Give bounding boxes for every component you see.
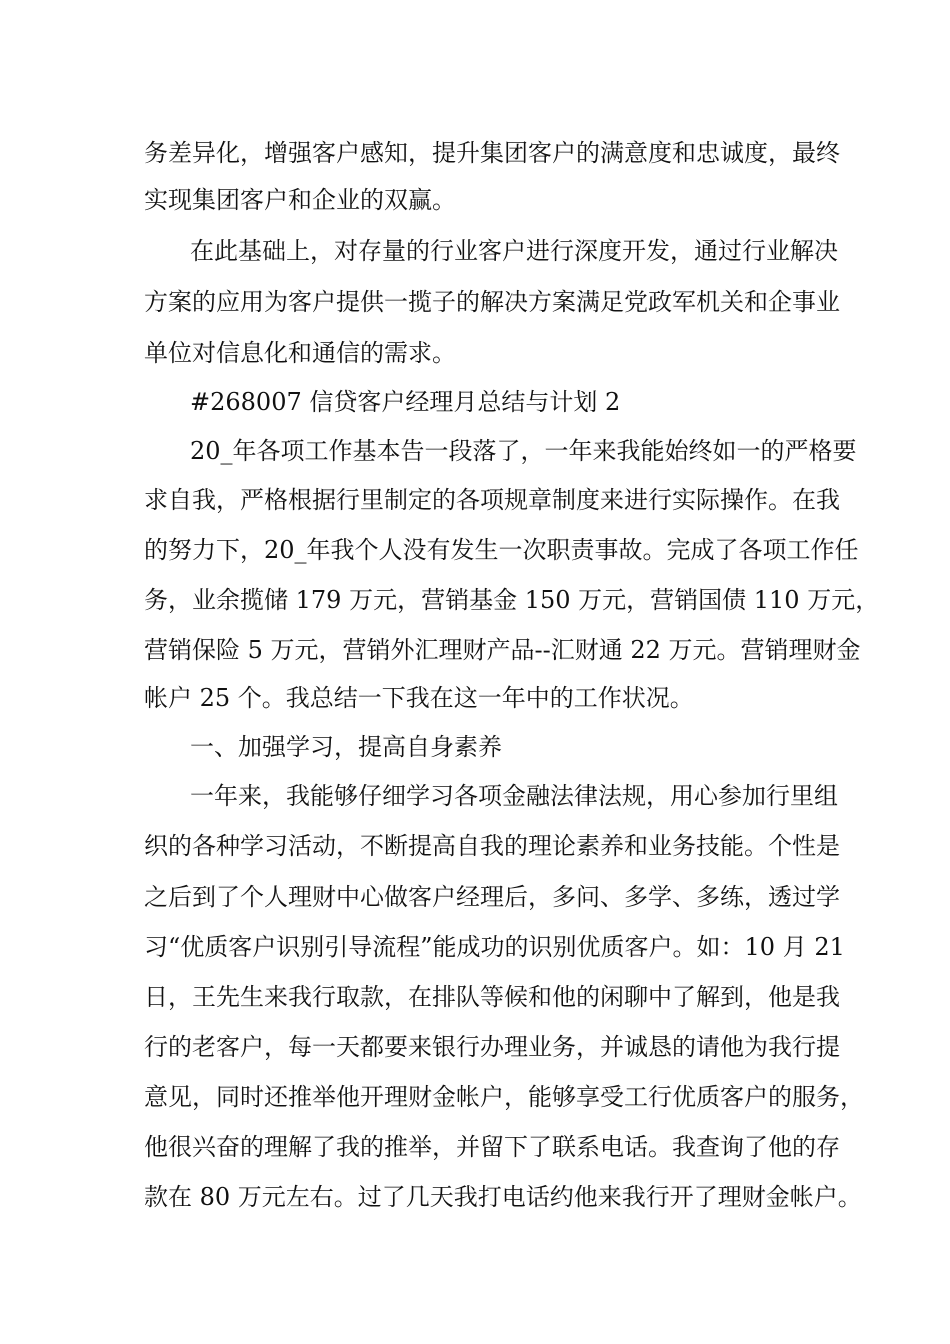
paragraph-line: 之后到了个人理财中心做客户经理后，多问、多学、多练，透过学 bbox=[144, 883, 840, 911]
paragraph-line: 单位对信息化和通信的需求。 bbox=[144, 339, 456, 367]
paragraph-line: 实现集团客户和企业的双赢。 bbox=[144, 186, 456, 214]
paragraph-line: 方案的应用为客户提供一揽子的解决方案满足党政军机关和企事业 bbox=[144, 288, 840, 316]
paragraph-line: 的努力下，20_年我个人没有发生一次职责事故。完成了各项工作任 bbox=[144, 536, 859, 564]
paragraph-line: 务，业余揽储 179 万元，营销基金 150 万元，营销国债 110 万元， bbox=[144, 586, 880, 614]
paragraph-line: 习“优质客户识别引导流程”能成功的识别优质客户。如：10 月 21 bbox=[144, 933, 845, 961]
paragraph-line: 行的老客户，每一天都要来银行办理业务，并诚恳的请他为我行提 bbox=[144, 1033, 840, 1061]
paragraph-line: 款在 80 万元左右。过了几天我打电话约他来我行开了理财金帐户。 bbox=[144, 1183, 862, 1211]
paragraph-line: 织的各种学习活动，不断提高自我的理论素养和业务技能。个性是 bbox=[144, 832, 840, 860]
paragraph-line: 求自我，严格根据行里制定的各项规章制度来进行实际操作。在我 bbox=[144, 486, 840, 514]
paragraph-line: 帐户 25 个。我总结一下我在这一年中的工作状况。 bbox=[144, 684, 694, 712]
paragraph-line: 一年来，我能够仔细学习各项金融法律法规，用心参加行里组 bbox=[190, 782, 838, 810]
paragraph-line: 他很兴奋的理解了我的推举，并留下了联系电话。我查询了他的存 bbox=[144, 1133, 840, 1161]
paragraph-line: 在此基础上，对存量的行业客户进行深度开发，通过行业解决 bbox=[190, 237, 838, 265]
section-heading: 一、加强学习，提高自身素养 bbox=[190, 733, 502, 761]
paragraph-line: 务差异化，增强客户感知，提升集团客户的满意度和忠诚度，最终 bbox=[144, 139, 840, 167]
section-heading: #268007 信贷客户经理月总结与计划 2 bbox=[190, 388, 621, 416]
paragraph-line: 意见，同时还推举他开理财金帐户，能够享受工行优质客户的服务， bbox=[144, 1083, 864, 1111]
paragraph-line: 日，王先生来我行取款，在排队等候和他的闲聊中了解到，他是我 bbox=[144, 983, 840, 1011]
paragraph-line: 20_年各项工作基本告一段落了，一年来我能始终如一的严格要 bbox=[190, 437, 857, 465]
paragraph-line: 营销保险 5 万元，营销外汇理财产品--汇财通 22 万元。营销理财金 bbox=[144, 636, 861, 664]
